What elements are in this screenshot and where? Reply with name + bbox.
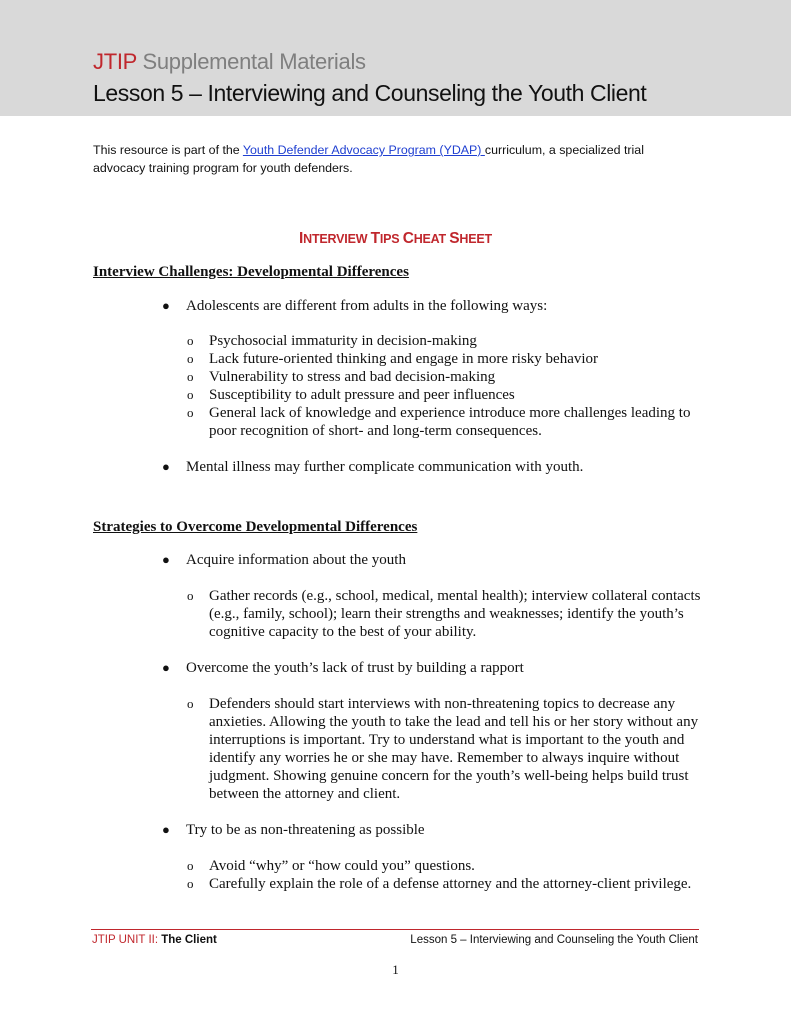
circle-bullet-icon: o <box>187 351 194 366</box>
lesson-title: Lesson 5 – Interviewing and Counseling the Youth Client <box>93 80 647 106</box>
bullet-icon: ● <box>162 660 170 675</box>
circle-bullet-icon: o <box>187 387 194 402</box>
footer-lesson: Lesson 5 – Interviewing and Counseling the Youth Client <box>410 934 698 946</box>
intro-prefix: This resource is part of the <box>93 143 243 157</box>
ydap-link[interactable]: Youth Defender Advocacy Program (YDAP) <box>242 143 485 157</box>
circle-bullet-icon: o <box>187 876 194 891</box>
header-subtitle: Supplemental Materials <box>136 49 366 74</box>
cheat-sheet-title: INTERVIEW TIPS CHEAT SHEET <box>299 230 492 247</box>
circle-bullet-icon: o <box>187 369 194 384</box>
intro-paragraph <box>93 141 693 177</box>
brand-jtip: JTIP <box>93 49 137 74</box>
bullet-icon: ● <box>162 459 170 474</box>
header-band <box>0 0 791 116</box>
circle-bullet-icon: o <box>187 405 194 420</box>
circle-bullet-icon: o <box>187 588 194 603</box>
page-number: 1 <box>392 962 399 977</box>
footer-divider <box>91 929 699 930</box>
circle-bullet-icon: o <box>187 858 194 873</box>
section-heading-challenges: Interview Challenges: Developmental Differences <box>93 264 409 280</box>
bullet-icon: ● <box>162 298 170 313</box>
circle-bullet-icon: o <box>187 696 194 711</box>
footer-unit: JTIP UNIT II: The Client <box>92 934 217 946</box>
circle-bullet-icon: o <box>187 333 194 348</box>
bullet-icon: ● <box>162 822 170 837</box>
header-supplemental <box>93 49 366 75</box>
bullet-icon: ● <box>162 552 170 567</box>
section-heading-strategies: Strategies to Overcome Developmental Differences <box>93 519 418 535</box>
intro-suffix: curriculum, a specialized trial advocacy training program for youth defenders. <box>93 143 644 175</box>
